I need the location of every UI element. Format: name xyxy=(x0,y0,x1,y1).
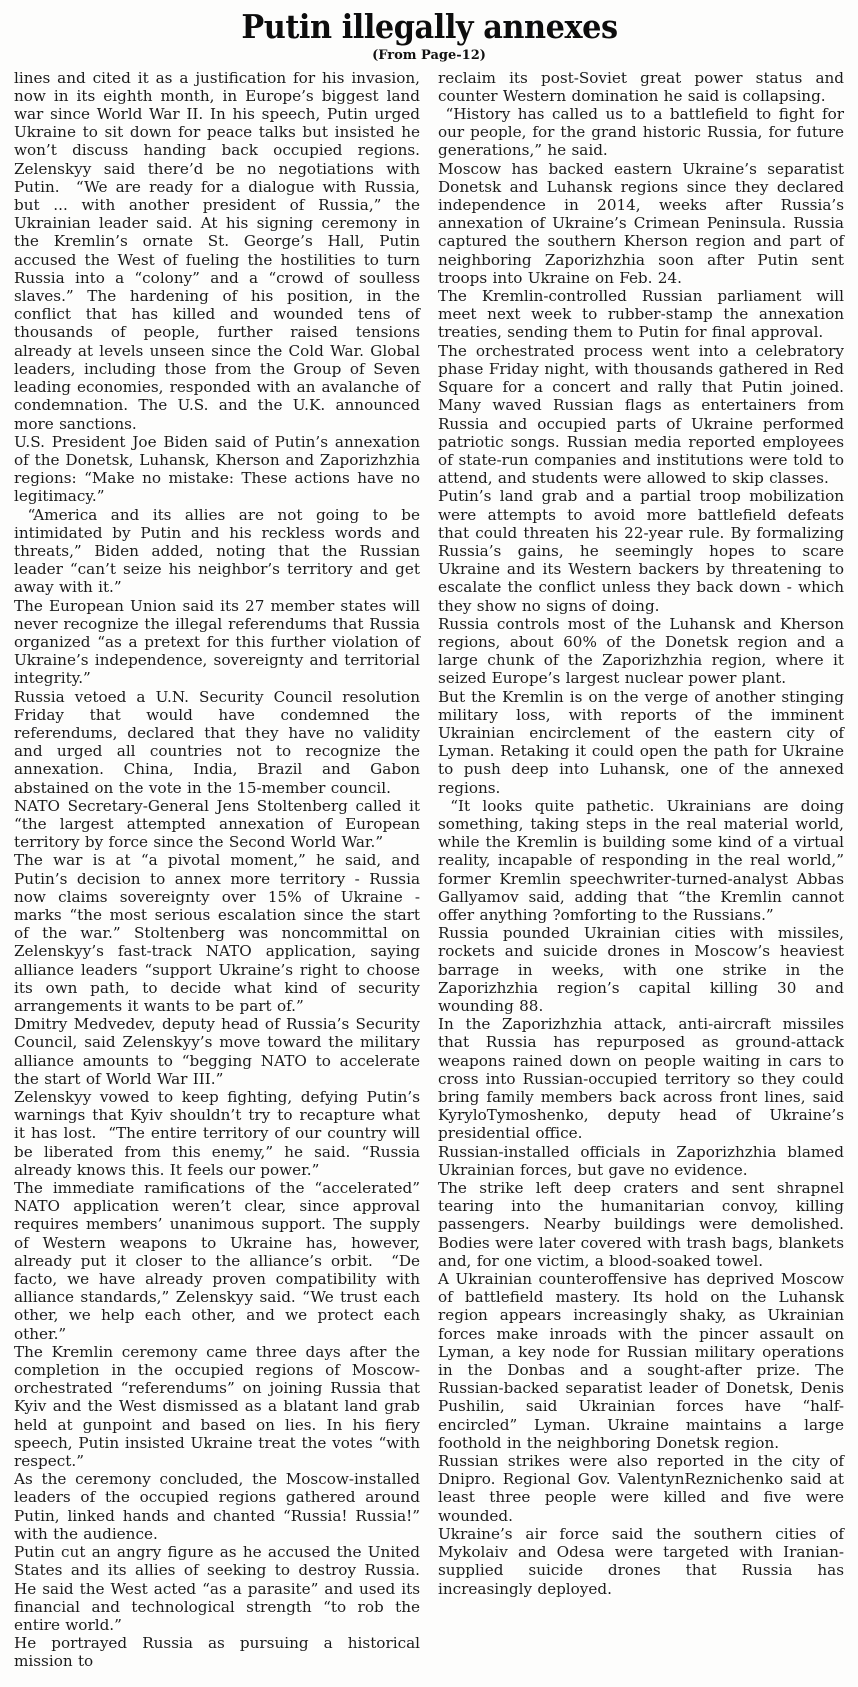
article-paragraph: Zelenskyy vowed to keep fighting, defying Putin’s warnings that Kyiv shouldn’t try to recapture what it has lost. “The entire territory of our country will be liberated from this enemy,” he said. “Russia already knows this. It feels our power.” xyxy=(14,1088,426,1179)
article-paragraph: The war is at “a pivotal moment,” he said, and Putin’s decision to annex more territory - Russia now claims sovereignty over 15% of Ukraine - marks “the most serious escalation since the start of the war.” Stoltenberg was noncommittal on Zelenskyy’s fast-track NATO application, saying alliance leaders “support Ukraine’s right to choose its own path, to decide what kind of security arrangements it wants to be part of.” xyxy=(14,851,426,1015)
article-paragraph: lines and cited it as a justification for his invasion, now in its eighth month, in Europe’s biggest land war since World War II. In his speech, Putin urged Ukraine to sit down for peace talks but insisted he won’t discuss handing back occupied regions. Zelenskyy said there’d be no negotiations with Putin. “We are ready for a dialogue with Russia, but ... with another president of Russia,” the Ukrainian leader said. At his signing ceremony in the Kremlin’s ornate St. George’s Hall, Putin accused the West of fueling the hostilities to turn Russia into a “colony” and a “crowd of soulless slaves.” The hardening of his position, in the conflict that has killed and wounded tens of thousands of people, further raised tensions already at levels unseen since the Cold War. Global leaders, including those from the Group of Seven leading economies, responded with an avalanche of condemnation. The U.S. and the U.K. announced more sanctions. xyxy=(14,68,426,433)
article-headline: Putin illegally annexes xyxy=(240,7,618,46)
article-paragraph: Russia vetoed a U.N. Security Council resolution Friday that would have condemned the referendums, declared that they have no validity and urged all countries not to recognize the annexation. China, India, Brazil and Gabon abstained on the vote in the 15-member council. xyxy=(14,687,426,797)
article-paragraph: The European Union said its 27 member states will never recognize the illegal referendums that Russia organized “as a pretext for this further violation of Ukraine’s independence, sovereignty and territorial integrity.” xyxy=(14,596,426,688)
article-paragraph: As the ceremony concluded, the Moscow-installed leaders of the occupied regions gathered around Putin, linked hands and chanted “Russia! Russia!” with the audience. xyxy=(14,1470,426,1543)
right-column xyxy=(438,68,850,1598)
article-paragraph: Putin’s land grab and a partial troop mobilization were attempts to avoid more battlefield defeats that could threaten his 22-year rule. By formalizing Russia’s gains, he seemingly hopes to scare Ukraine and its Western backers by threatening to escalate the conflict unless they back down - which they show no signs of doing. xyxy=(438,487,850,615)
article-paragraph: The strike left deep craters and sent shrapnel tearing into the humanitarian convoy, killing passengers. Nearby buildings were demolished. Bodies were later covered with trash bags, blankets and, for one victim, a blood-soaked towel. xyxy=(438,1179,850,1270)
article-paragraph: Ukraine’s air force said the southern cities of Mykolaiv and Odesa were targeted with Iranian-supplied suicide drones that Russia has increasingly deployed. xyxy=(438,1524,850,1598)
article-paragraph: The orchestrated process went into a celebratory phase Friday night, with thousands gathered in Red Square for a concert and rally that Putin joined. Many waved Russian flags as entertainers from Russia and occupied parts of Ukraine performed patriotic songs. Russian media reported employees of state-run companies and institutions were told to attend, and students were allowed to skip classes. xyxy=(438,341,850,488)
article-paragraph: U.S. President Joe Biden said of Putin’s annexation of the Donetsk, Luhansk, Kherson and Zaporizhzhia regions: “Make no mistake: These actions have no legitimacy.” xyxy=(14,432,426,506)
article-paragraph: Moscow has backed eastern Ukraine’s separatist Donetsk and Luhansk regions since they declared independence in 2014, weeks after Russia’s annexation of Ukraine’s Crimean Peninsula. Russia captured the southern Kherson region and part of neighboring Zaporizhzhia soon after Putin sent troops into Ukraine on Feb. 24. xyxy=(438,159,850,287)
article-header xyxy=(14,7,844,63)
article-paragraph: Dmitry Medvedev, deputy head of Russia’s Security Council, said Zelenskyy’s move toward the military alliance amounts to “begging NATO to accelerate the start of World War III.” xyxy=(14,1015,426,1088)
article-body xyxy=(14,68,850,1671)
article-paragraph: “It looks quite pathetic. Ukrainians are doing something, taking steps in the real material world, while the Kremlin is building some kind of a virtual reality, incapable of responding in the real world,” former Kremlin speechwriter-turned-analyst Abbas Gallyamov said, adding that “the Kremlin cannot offer anything ?omforting to the Russians.” xyxy=(438,796,850,924)
article-paragraph: Russia controls most of the Luhansk and Kherson regions, about 60% of the Donetsk region and a large chunk of the Zaporizhzhia region, where it seized Europe’s largest nuclear power plant. xyxy=(438,614,850,688)
continued-from-note: (From Page-12) xyxy=(372,47,486,63)
article-paragraph: Russia pounded Ukrainian cities with missiles, rockets and suicide drones in Moscow’s heaviest barrage in weeks, with one strike in the Zaporizhzhia region’s capital killing 30 and wounding 88. xyxy=(438,924,850,1015)
article-paragraph: The Kremlin ceremony came three days after the completion in the occupied regions of Moscow-orchestrated “referendums” on joining Russia that Kyiv and the West dismissed as a blatant land grab held at gunpoint and based on lies. In his fiery speech, Putin insisted Ukraine treat the votes “with respect.” xyxy=(14,1342,426,1471)
article-paragraph: NATO Secretary-General Jens Stoltenberg called it “the largest attempted annexation of European territory by force since the Second World War.” xyxy=(14,796,426,852)
article-paragraph: Putin cut an angry figure as he accused the United States and its allies of seeking to destroy Russia. He said the West acted “as a parasite” and used its financial and technological strength “to rob the entire world.” xyxy=(14,1543,426,1634)
article-paragraph: Russian-installed officials in Zaporizhzhia blamed Ukrainian forces, but gave no evidence. xyxy=(438,1142,850,1179)
article-paragraph: In the Zaporizhzhia attack, anti-aircraft missiles that Russia has repurposed as ground-attack weapons rained down on people waiting in cars to cross into Russian-occupied territory so they could bring family members back across front lines, said KyryloTymoshenko, deputy head of Ukraine’s presidential office. xyxy=(438,1015,850,1143)
article-paragraph: A Ukrainian counteroffensive has deprived Moscow of battlefield mastery. Its hold on the Luhansk region appears increasingly shaky, as Ukrainian forces make inroads with the pincer assault on Lyman, a key node for Russian military operations in the Donbas and a sought-after prize. The Russian-backed separatist leader of Donetsk, Denis Pushilin, said Ukrainian forces have “half-encircled” Lyman. Ukraine maintains a large foothold in the neighboring Donetsk region. xyxy=(438,1270,850,1452)
article-paragraph: “America and its allies are not going to be intimidated by Putin and his reckless words and threats,” Biden added, noting that the Russian leader “can’t seize his neighbor’s territory and get away with it.” xyxy=(14,505,426,597)
article-paragraph: The Kremlin-controlled Russian parliament will meet next week to rubber-stamp the annexation treaties, sending them to Putin for final approval. xyxy=(438,287,850,342)
article-paragraph: But the Kremlin is on the verge of another stinging military loss, with reports of the imminent Ukrainian encirclement of the eastern city of Lyman. Retaking it could open the path for Ukraine to push deep into Luhansk, one of the annexed regions. xyxy=(438,687,850,797)
article-paragraph: “History has called us to a battlefield to fight for our people, for the grand historic Russia, for future generations,” he said. xyxy=(438,105,850,160)
article-paragraph: The immediate ramifications of the “accelerated” NATO application weren’t clear, since approval requires members’ unanimous support. The supply of Western weapons to Ukraine has, however, already put it closer to the alliance’s orbit. “De facto, we have already proven compatibility with alliance standards,” Zelenskyy said. “We trust each other, we help each other, and we protect each other.” xyxy=(14,1179,426,1343)
article-paragraph: reclaim its post-Soviet great power status and counter Western domination he said is collapsing. xyxy=(438,68,850,105)
left-column xyxy=(14,68,426,1671)
article-paragraph: He portrayed Russia as pursuing a historical mission to xyxy=(14,1634,426,1671)
article-paragraph: Russian strikes were also reported in the city of Dnipro. Regional Gov. ValentynReznichenko said at least three people were killed and five were wounded. xyxy=(438,1452,850,1525)
